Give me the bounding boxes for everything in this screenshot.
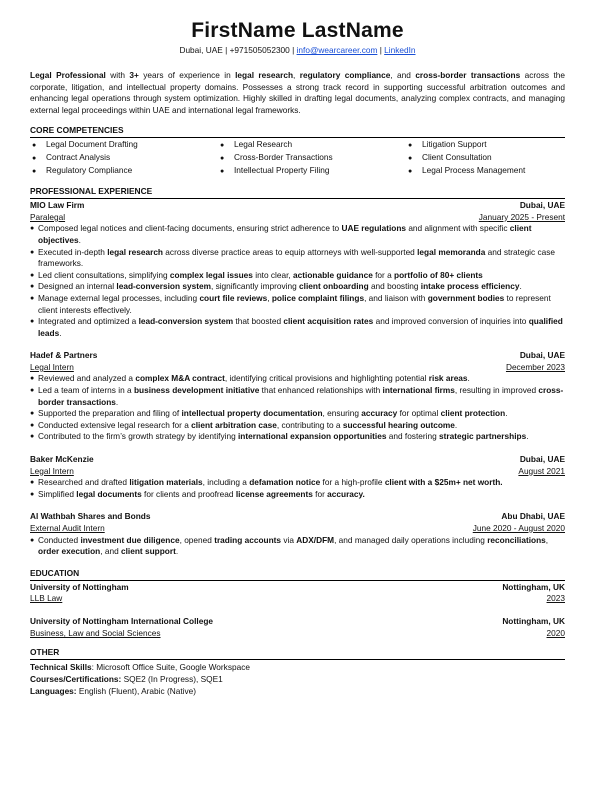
competencies-grid <box>30 139 565 177</box>
job-location: Dubai, UAE <box>519 350 565 361</box>
job-subheader <box>30 466 565 478</box>
job-bullet: ● Manage external legal processes, including court file reviews, police complaint filings, and liaison with government bodies to represent client interests effectively. <box>30 293 565 316</box>
education-entry <box>30 582 565 605</box>
job-bullet: ● Integrated and optimized a lead-conversion system that boosted client acquisition rates and improved conversion of inquiries into qualified leads. <box>30 316 565 339</box>
bullet-icon: ● <box>32 142 37 150</box>
job-entry <box>30 200 565 339</box>
job-bullet: ● Conducted investment due diligence, opened trading accounts via ADX/DFM, and managed daily operations including reconciliations, order execution, and client support. <box>30 535 565 558</box>
bullet-icon: ● <box>220 167 225 175</box>
job-location: Dubai, UAE <box>519 200 565 211</box>
job-role: Legal Intern <box>30 361 74 372</box>
job-bullet: ● Researched and drafted litigation materials, including a defamation notice for a high-profile client with a $25m+ net worth. <box>30 477 565 489</box>
competency-item <box>218 139 406 152</box>
company-name: MIO Law Firm <box>30 200 85 211</box>
competencies-heading: CORE COMPETENCIES <box>30 125 124 136</box>
competency-label: Contract Analysis <box>46 151 111 162</box>
competency-item <box>30 165 218 178</box>
job-role: Paralegal <box>30 211 66 222</box>
bullet-icon: ● <box>220 154 225 162</box>
job-subheader <box>30 212 565 224</box>
bullet-icon: ● <box>408 167 413 175</box>
job-header <box>30 511 565 523</box>
job-bullet: ● Conducted extensive legal research for a client arbitration case, contributing to a successful hearing outcome. <box>30 420 565 432</box>
job-role: External Audit Intern <box>30 523 105 533</box>
contact-separator: | <box>377 45 385 55</box>
location-phone: Dubai, UAE | +971505052300 | <box>179 45 297 55</box>
education-list <box>30 582 565 639</box>
job-entry <box>30 454 565 500</box>
degree-name: LLB Law <box>30 593 63 604</box>
bullet-icon: ● <box>408 142 413 150</box>
school-name: University of Nottingham International College <box>30 615 214 626</box>
job-bullets <box>30 477 565 500</box>
job-entry <box>30 511 565 557</box>
graduation-year: 2023 <box>546 593 565 604</box>
section-divider <box>30 198 565 199</box>
education-subheader <box>30 628 565 640</box>
competency-label: Legal Document Drafting <box>46 139 138 150</box>
job-dates: August 2021 <box>518 465 565 476</box>
job-header <box>30 454 565 466</box>
education-heading: EDUCATION <box>30 567 80 578</box>
other-value: English (Fluent), Arabic (Native) <box>76 686 196 697</box>
competency-label: Legal Process Management <box>422 164 526 175</box>
competency-item <box>218 152 406 165</box>
competency-item <box>30 139 218 152</box>
other-label: Courses/Certifications: <box>30 674 122 685</box>
bullet-icon: ● <box>408 154 413 162</box>
job-bullets <box>30 223 565 339</box>
education-header <box>30 582 565 594</box>
job-bullet: ● Composed legal notices and client-facing documents, ensuring strict adherence to UAE regulations and alignment with specific client objectives. <box>30 223 565 246</box>
competency-item <box>218 165 406 178</box>
competency-label: Litigation Support <box>422 139 487 150</box>
job-bullet: ● Supported the preparation and filing of intellectual property documentation, ensuring accuracy for optimal client protection. <box>30 408 565 420</box>
job-role: Legal Intern <box>30 465 74 476</box>
competency-item <box>406 165 566 178</box>
job-entry <box>30 350 565 443</box>
job-header <box>30 200 565 212</box>
company-name: Al Wathbah Shares and Bonds <box>30 511 151 522</box>
other-line <box>30 685 565 697</box>
competency-item <box>406 152 566 165</box>
bullet-icon: ● <box>220 142 225 150</box>
competency-label: Intellectual Property Filing <box>234 164 330 175</box>
job-dates: June 2020 - August 2020 <box>472 523 565 533</box>
other-line <box>30 661 565 673</box>
other-value: : Microsoft Office Suite, Google Workspace <box>91 662 250 673</box>
job-bullet: ● Led client consultations, simplifying complex legal issues into clear, actionable guidance for a portfolio of 80+ clients <box>30 270 565 282</box>
experience-heading: PROFESSIONAL EXPERIENCE <box>30 186 153 197</box>
section-divider <box>30 137 565 138</box>
contact-line <box>30 44 565 56</box>
linkedin-link[interactable]: LinkedIn <box>384 45 416 55</box>
other-list <box>30 661 565 697</box>
education-subheader <box>30 593 565 605</box>
education-entry <box>30 616 565 639</box>
degree-name: Business, Law and Social Sciences <box>30 627 161 638</box>
company-name: Hadef & Partners <box>30 350 98 361</box>
section-divider <box>30 580 565 581</box>
competency-item <box>30 152 218 165</box>
job-subheader <box>30 523 565 535</box>
job-header <box>30 350 565 362</box>
school-location: Nottingham, UK <box>502 615 565 626</box>
other-heading: OTHER <box>30 647 60 658</box>
experience-list <box>30 200 565 558</box>
job-bullet: ● Reviewed and analyzed a complex M&A contract, identifying critical provisions and highlighting potential risk areas. <box>30 373 565 385</box>
graduation-year: 2020 <box>546 627 565 638</box>
school-name: University of Nottingham <box>30 581 129 592</box>
job-bullet: ● Simplified legal documents for clients and proofread license agreements for accuracy. <box>30 489 565 501</box>
job-dates: December 2023 <box>505 361 565 372</box>
job-location: Abu Dhabi, UAE <box>501 511 565 522</box>
email-link[interactable]: info@wearcareer.com <box>296 45 378 55</box>
competency-label: Client Consultation <box>422 151 492 162</box>
job-bullet: ● Contributed to the firm’s growth strategy by identifying international expansion opportunities and fostering strategic partnerships. <box>30 431 565 443</box>
candidate-name: FirstName LastName <box>191 19 404 42</box>
education-header <box>30 616 565 628</box>
other-line <box>30 673 565 685</box>
job-bullet: ● Executed in-depth legal research across diverse practice areas to equip attorneys with well-supported legal memoranda and strategic case frameworks. <box>30 247 565 270</box>
bullet-icon: ● <box>32 154 37 162</box>
competency-item <box>406 139 566 152</box>
section-divider <box>30 659 565 660</box>
company-name: Baker McKenzie <box>30 454 94 465</box>
school-location: Nottingham, UK <box>502 581 565 592</box>
other-label: Languages: <box>30 686 77 697</box>
other-value: SQE2 (In Progress), SQE1 <box>121 674 223 685</box>
job-bullet: ● Led a team of interns in a business development initiative that enhanced relationships with international firms, resulting in improved cross-border transactions. <box>30 385 565 408</box>
job-dates: January 2025 - Present <box>478 211 565 222</box>
competency-label: Legal Research <box>234 139 293 150</box>
job-bullets <box>30 373 565 443</box>
other-label: Technical Skills <box>30 662 92 673</box>
competency-label: Regulatory Compliance <box>46 164 133 175</box>
job-subheader <box>30 362 565 374</box>
job-bullets <box>30 535 565 558</box>
competency-label: Cross-Border Transactions <box>234 151 333 162</box>
job-location: Dubai, UAE <box>519 454 565 465</box>
job-bullet: ● Designed an internal lead-conversion system, significantly improving client onboarding and boosting intake process efficiency. <box>30 281 565 293</box>
bullet-icon: ● <box>32 167 37 175</box>
professional-summary: Legal Professional with 3+ years of experience in legal research, regulatory compliance, and cross-border transactions across the corporate, litigation, and intellectual property domains. Possesses a strong track record in supporting successful arbitration outcomes and enhancing legal operations through system optimization. Highly skilled in drafting legal documents, analyzing complex contracts, and managing external legal proceedings within UAE and international legal frameworks. <box>30 70 565 115</box>
